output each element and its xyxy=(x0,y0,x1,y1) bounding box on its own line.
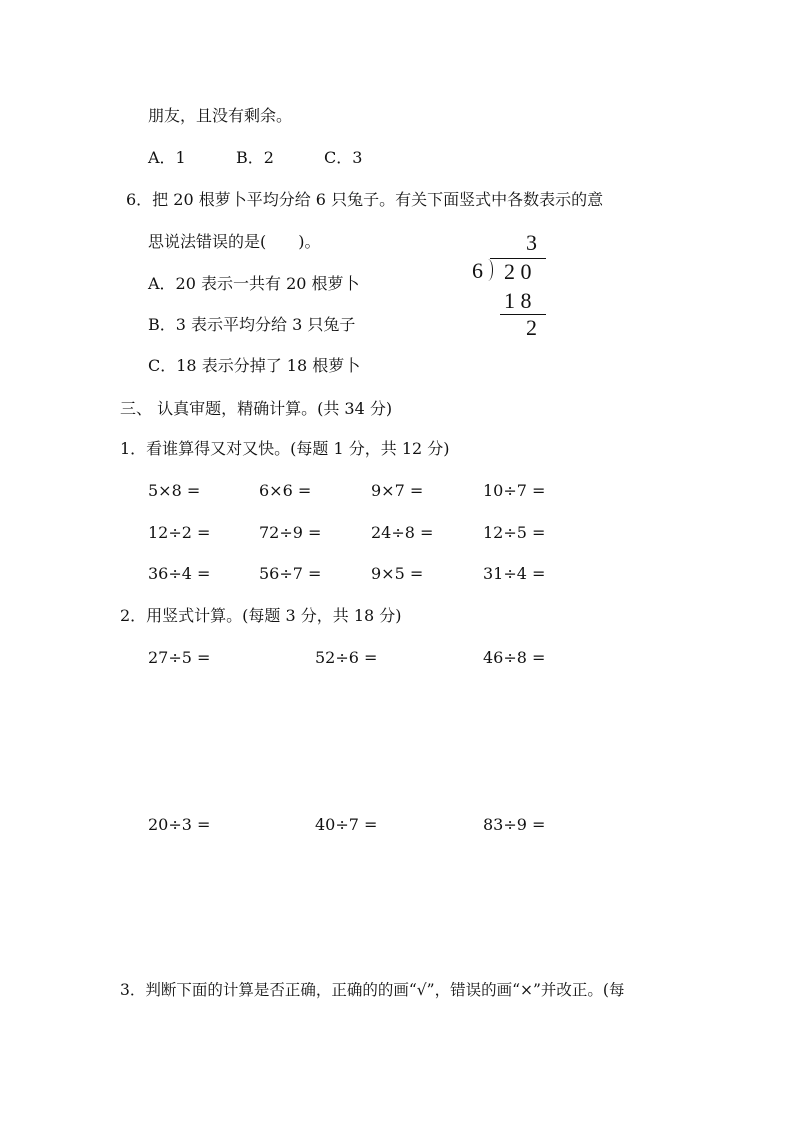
long-division-divisor: 6 xyxy=(472,258,483,283)
s3q1-r3-c4: 31÷4 = xyxy=(483,564,546,583)
s3q2-r1-c3: 46÷8 = xyxy=(483,648,546,667)
long-division-quotient: 3 xyxy=(526,230,537,255)
s3q1-r3-c2: 56÷7 = xyxy=(259,564,322,583)
q6-option-c: C．18 表示分掉了 18 根萝卜 xyxy=(148,356,361,375)
q6-stem-line1: 6．把 20 根萝卜平均分给 6 只兔子。有关下面竖式中各数表示的意 xyxy=(126,190,604,209)
s3q1-r1-c3: 9×7 = xyxy=(371,481,424,500)
s3q3-title: 3．判断下面的计算是否正确，正确的的画“√”，错误的画“×”并改正。(每 xyxy=(120,981,625,999)
s3q1-r1-c1: 5×8 = xyxy=(148,481,201,500)
section-3-heading: 三、 认真审题，精确计算。(共 34 分) xyxy=(120,399,393,418)
s3q2-r1-c1: 27÷5 = xyxy=(148,648,211,667)
s3q1-r3-c1: 36÷4 = xyxy=(148,564,211,583)
q6-option-a: A．20 表示一共有 20 根萝卜 xyxy=(148,274,360,293)
long-division-bottom-bar xyxy=(500,314,546,315)
s3q2-r2-c3: 83÷9 = xyxy=(483,815,546,834)
long-division-dividend: 2 0 xyxy=(504,259,532,284)
q5-option-a: A．1 xyxy=(148,148,186,167)
q6-stem-line2: 思说法错误的是( )。 xyxy=(148,232,321,251)
s3q2-r1-c2: 52÷6 = xyxy=(315,648,378,667)
s3q2-title: 2．用竖式计算。(每题 3 分，共 18 分) xyxy=(120,606,402,625)
s3q1-r2-c4: 12÷5 = xyxy=(483,523,546,542)
s3q1-r3-c3: 9×5 = xyxy=(371,564,424,583)
s3q2-r2-c1: 20÷3 = xyxy=(148,815,211,834)
s3q1-r1-c4: 10÷7 = xyxy=(483,481,546,500)
q6-option-b: B．3 表示平均分给 3 只兔子 xyxy=(148,315,356,334)
long-division-remainder: 2 xyxy=(526,315,537,340)
s3q1-r2-c3: 24÷8 = xyxy=(371,523,434,542)
s3q1-r2-c1: 12÷2 = xyxy=(148,523,211,542)
long-division-product: 1 8 xyxy=(504,288,532,313)
q5-option-c: C．3 xyxy=(324,148,363,167)
long-division-bracket xyxy=(486,259,493,281)
s3q2-r2-c2: 40÷7 = xyxy=(315,815,378,834)
q5-option-b: B．2 xyxy=(236,148,274,167)
long-division xyxy=(466,228,556,344)
s3q1-r2-c2: 72÷9 = xyxy=(259,523,322,542)
s3q1-r1-c2: 6×6 = xyxy=(259,481,312,500)
s3q1-title: 1．看谁算得又对又快。(每题 1 分，共 12 分) xyxy=(120,439,450,458)
q5-continuation: 朋友，且没有剩余。 xyxy=(148,106,293,125)
